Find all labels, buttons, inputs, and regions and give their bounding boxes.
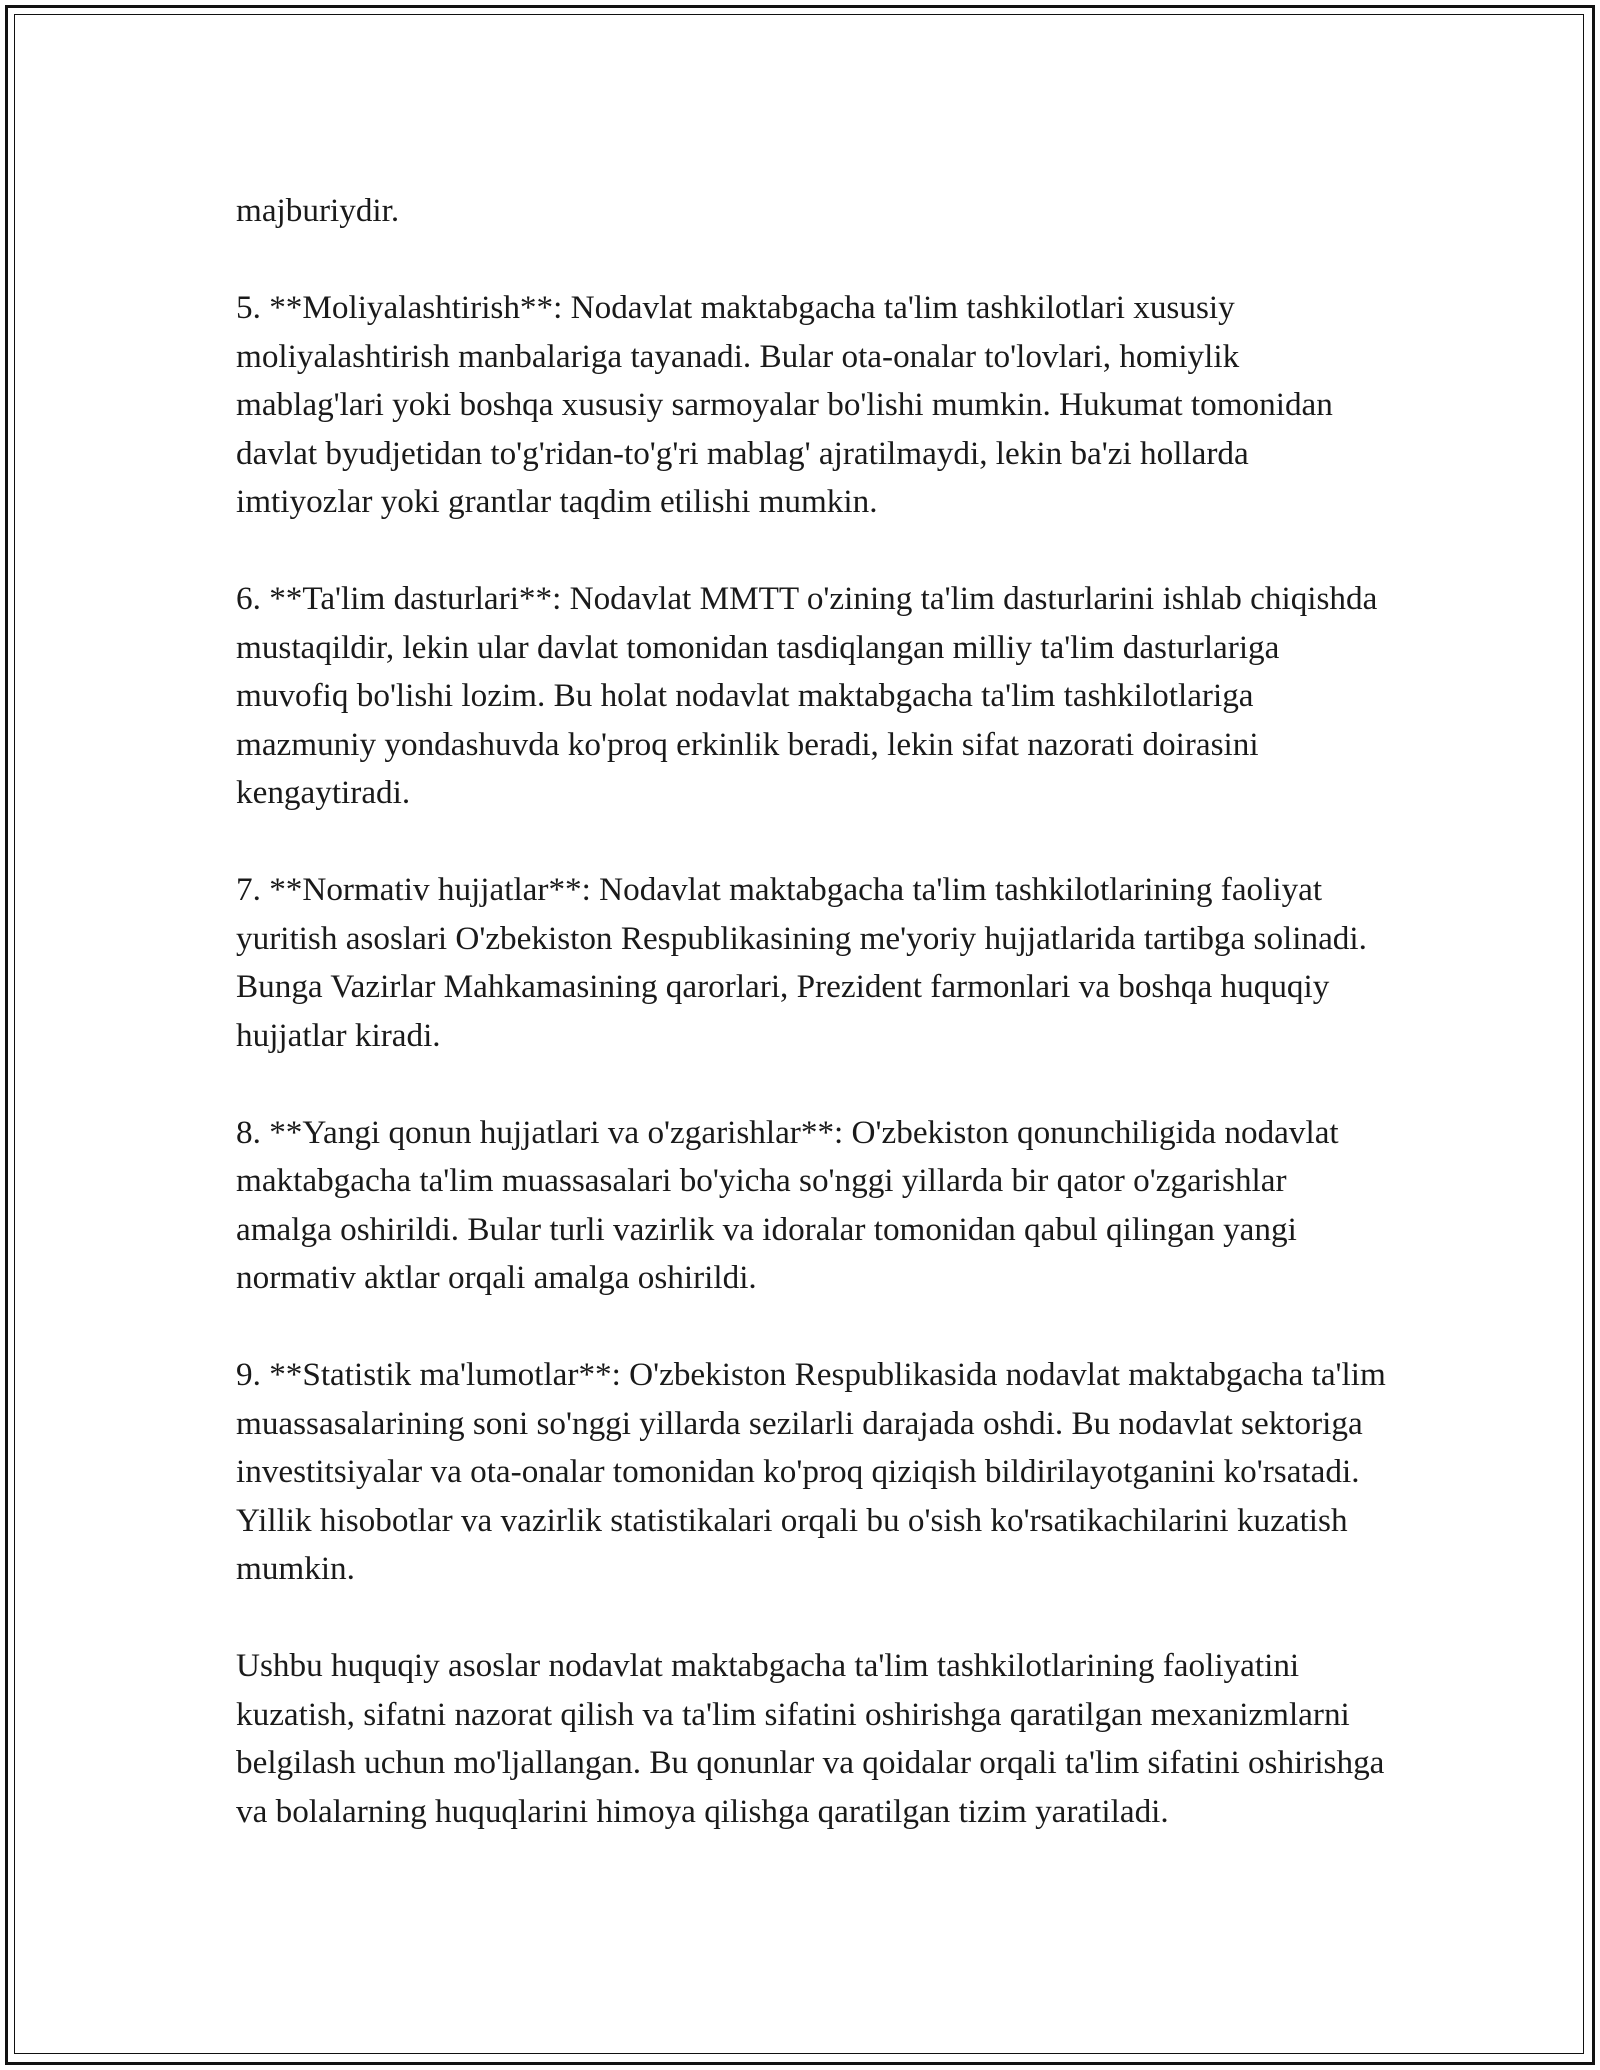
paragraph-item-8: 8. **Yangi qonun hujjatlari va o'zgarishlar**: O'zbekiston qonunchiligida nodavlat maktabgacha ta'lim muassasalari bo'yicha so'nggi yillarda bir qator o'zgarishlar amalga oshirildi. Bular turli vazirlik va idoralar tomonidan qabul qilingan yangi normativ aktlar orqali amalga oshirildi. xyxy=(236,1113,1339,1296)
paragraph-continuation: majburiydir. xyxy=(236,192,400,229)
paragraph-item-5: 5. **Moliyalashtirish**: Nodavlat maktabgacha ta'lim tashkilotlari xususiy moliyalashtirish manbalariga tayanadi. Bular ota-onalar to'lovlari, homiylik mablag'lari yoki boshqa xususiy sarmoyalar bo'lishi mumkin. Hukumat tomonidan davlat byudjetidan to'g'ridan-to'g'ri mablag' ajratilmaydi, lekin ba'zi hollarda imtiyozlar yoki grantlar taqdim etilishi mumkin. xyxy=(236,289,1333,520)
paragraph-item-9: 9. **Statistik ma'lumotlar**: O'zbekiston Respublikasida nodavlat maktabgacha ta'lim muassasalarining soni so'nggi yillarda sezilarli darajada oshdi. Bu nodavlat sektoriga investitsiyalar va ota-onalar tomonidan ko'proq qiziqish bildirilayotganini ko'rsatadi. Yillik hisobotlar va vazirlik statistikalari orqali bu o'sish ko'rsatikachilarini kuzatish mumkin. xyxy=(236,1356,1386,1587)
paragraph-item-7: 7. **Normativ hujjatlar**: Nodavlat maktabgacha ta'lim tashkilotlarining faoliyat yuritish asoslari O'zbekiston Respublikasining me'yoriy hujjatlarida tartibga solinadi. Bunga Vazirlar Mahkamasining qarorlari, Prezident farmonlari va boshqa huquqiy hujjatlar kiradi. xyxy=(236,871,1367,1054)
document-body xyxy=(236,187,1386,1836)
paragraph-conclusion: Ushbu huquqiy asoslar nodavlat maktabgacha ta'lim tashkilotlarining faoliyatini kuzatish, sifatni nazorat qilish va ta'lim sifatini oshirishga qaratilgan mexanizmlarni belgilash uchun mo'ljallangan. Bu qonunlar va qoidalar orqali ta'lim sifatini oshirishga va bolalarning huquqlarini himoya qilishga qaratilgan tizim yaratiladi. xyxy=(236,1647,1385,1830)
paragraph-item-6: 6. **Ta'lim dasturlari**: Nodavlat MMTT o'zining ta'lim dasturlarini ishlab chiqishda mustaqildir, lekin ular davlat tomonidan tasdiqlangan milliy ta'lim dasturlariga muvofiq bo'lishi lozim. Bu holat nodavlat maktabgacha ta'lim tashkilotlariga mazmuniy yondashuvda ko'proq erkinlik beradi, lekin sifat nazorati doirasini kengaytiradi. xyxy=(236,580,1378,811)
